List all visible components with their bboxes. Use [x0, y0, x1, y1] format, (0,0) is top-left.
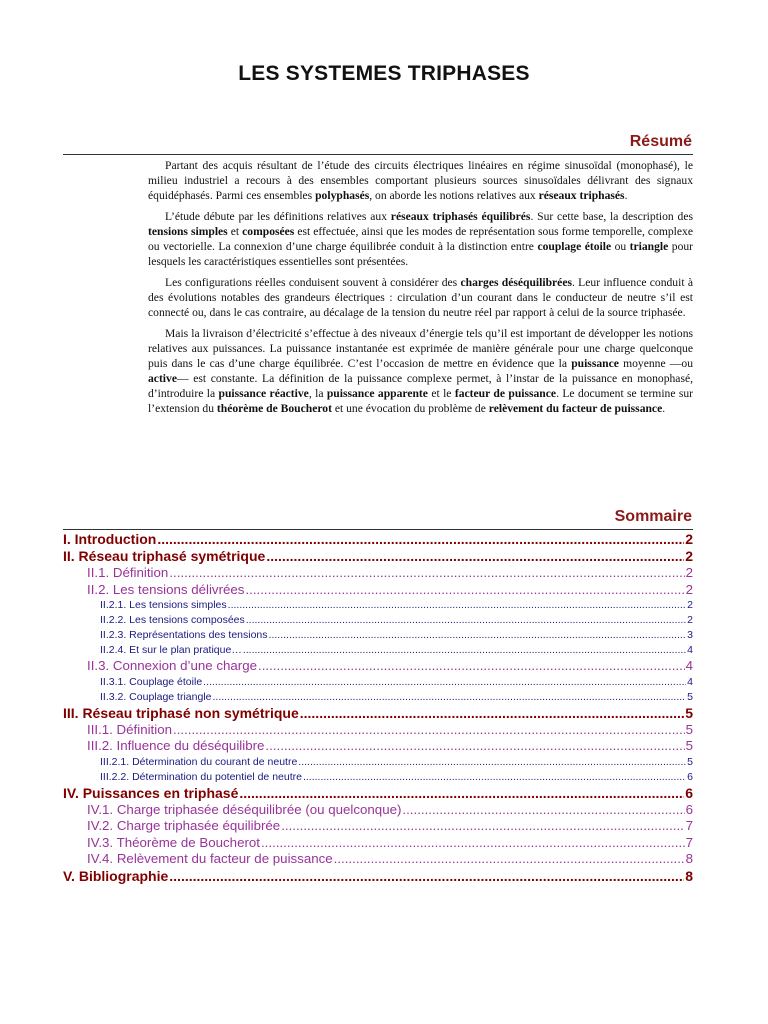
toc-entry[interactable]	[63, 835, 693, 852]
toc-entry[interactable]	[63, 548, 693, 565]
toc-entry[interactable]	[63, 531, 693, 548]
toc-entry[interactable]	[63, 722, 693, 739]
dot-leader	[334, 851, 685, 868]
toc-entry-label: III. Réseau triphasé non symétrique	[63, 704, 299, 721]
toc-page-number: 6	[685, 801, 693, 817]
toc-entry-label: II.2.1. Les tensions simples	[100, 599, 227, 611]
text-run: L’étude débute par les définitions relatives aux	[165, 210, 391, 223]
toc-page-number: 8	[685, 867, 693, 884]
toc-entry[interactable]	[63, 598, 693, 613]
text-run: est effectuée, ainsi que les modes de représentation sous forme temporelle, complexe ou vectorielle. La connexion d’une charge équilibrée conduit à la distinction entre	[148, 225, 693, 253]
text-run: moyenne —ou	[618, 357, 693, 370]
toc-page-number: 5	[685, 704, 693, 721]
dot-leader	[243, 643, 686, 658]
dot-leader	[303, 770, 686, 785]
toc-entry[interactable]	[63, 868, 693, 885]
toc-entry[interactable]	[63, 690, 693, 705]
toc-page-number: 5	[687, 690, 693, 703]
dot-leader	[300, 705, 684, 722]
bold-term: réseaux triphasés	[538, 189, 625, 202]
bold-term: couplage étoile	[537, 240, 612, 253]
toc-entry-label: V. Bibliographie	[63, 867, 169, 884]
dot-leader	[258, 658, 685, 675]
toc-entry[interactable]	[63, 738, 693, 755]
toc-page-number: 2	[685, 531, 693, 547]
bold-term: relèvement du facteur de puissance	[488, 402, 663, 415]
dot-leader	[269, 628, 687, 643]
bold-term: active	[148, 372, 177, 385]
toc-page-number: 2	[685, 548, 693, 564]
toc-page-number: 2	[687, 599, 693, 611]
dot-leader	[239, 785, 684, 802]
toc-entry[interactable]	[63, 582, 693, 599]
bold-term: théorème de Boucherot	[216, 402, 332, 415]
toc-entry-label: IV.1. Charge triphasée déséquilibrée (ou quelconque)	[87, 801, 402, 817]
text-run: , on aborde les notions relatives aux	[369, 189, 539, 202]
table-of-contents	[63, 531, 693, 885]
text-run: et	[227, 225, 243, 238]
bold-term: triangle	[629, 240, 669, 253]
bold-term: puissance apparente	[326, 387, 428, 400]
text-run: . Leur influence conduit à des évolutions notables des grandeurs électriques : circulation d’un courant dans le conducteur de neutre s’il est connecté ou, dans le cas contraire, au décalage de la tension du neutre réel par rapport à celui de la source triphasée.	[148, 276, 693, 319]
toc-entry-label: IV.3. Théorème de Boucherot	[87, 834, 260, 850]
resume-paragraph	[148, 158, 693, 203]
toc-entry-label: II.3.1. Couplage étoile	[100, 675, 203, 688]
toc-entry-label: II.3. Connexion d’une charge	[87, 658, 258, 673]
text-run: et le	[427, 387, 455, 400]
text-run: pour lesquels les caractéristiques essentielles sont présentées.	[148, 240, 694, 268]
toc-entry[interactable]	[63, 628, 693, 643]
toc-entry-label: IV.4. Relèvement du facteur de puissance	[87, 851, 333, 866]
resume-paragraph	[148, 209, 693, 269]
toc-page-number: 6	[687, 770, 693, 783]
toc-page-number: 7	[685, 818, 693, 833]
bold-term: réseaux triphasés équilibrés	[390, 210, 531, 223]
toc-entry-label: II.2.4. Et sur le plan pratique…	[100, 644, 242, 656]
toc-entry-label: IV. Puissances en triphasé	[63, 784, 239, 801]
toc-entry-label: III.2.1. Détermination du courant de neutre	[100, 755, 298, 768]
dot-leader	[261, 835, 685, 852]
toc-entry[interactable]	[63, 770, 693, 785]
toc-entry-label: II. Réseau triphasé symétrique	[63, 548, 266, 564]
text-run: Les configurations réelles conduisent souvent à considérer des	[165, 276, 461, 289]
dot-leader	[266, 548, 684, 565]
resume-heading: Résumé	[629, 133, 692, 150]
toc-page-number: 7	[685, 834, 693, 850]
toc-page-number: 5	[687, 755, 693, 768]
dot-leader	[298, 755, 686, 770]
toc-page-number: 6	[685, 784, 693, 801]
resume-abstract	[148, 158, 693, 422]
toc-entry[interactable]	[63, 675, 693, 690]
bold-term: tensions simples	[148, 225, 228, 238]
resume-paragraph	[148, 326, 693, 416]
toc-page-number: 2	[685, 581, 693, 597]
toc-page-number: 5	[685, 721, 693, 737]
toc-entry-label: III.2.2. Détermination du potentiel de neutre	[100, 770, 302, 783]
toc-entry[interactable]	[63, 565, 693, 582]
toc-entry-label: II.1. Définition	[87, 565, 169, 580]
text-run: Mais la livraison d’électricité s’effectue à des niveaux d’énergie tels qu’il est important de développer les notions relatives aux puissances. La puissance instantanée est exprimée de manière générale pour une charge quelconque puis dans le cas d’une charge équilibrée. C’est l’occasion de mettre en évidence que la	[148, 327, 693, 370]
toc-entry-label: I. Introduction	[63, 531, 157, 547]
toc-entry-label: II.2. Les tensions délivrées	[87, 581, 245, 597]
toc-entry-label: IV.2. Charge triphasée équilibrée	[87, 818, 281, 833]
toc-entry[interactable]	[63, 613, 693, 628]
toc-page-number: 5	[685, 738, 693, 753]
toc-entry[interactable]	[63, 705, 693, 722]
dot-leader	[169, 868, 684, 885]
toc-entry-label: III.1. Définition	[87, 721, 172, 737]
dot-leader	[281, 818, 684, 835]
dot-leader	[213, 690, 687, 705]
dot-leader	[402, 802, 684, 819]
resume-paragraph	[148, 275, 693, 320]
bold-term: puissance	[571, 357, 619, 370]
text-run: , la	[308, 387, 327, 400]
toc-page-number: 4	[687, 644, 693, 656]
toc-entry-label: II.3.2. Couplage triangle	[100, 690, 212, 703]
toc-page-number: 2	[687, 614, 693, 626]
toc-page-number: 2	[685, 565, 693, 580]
text-run: . Le document se termine sur l’extension du	[148, 387, 694, 415]
sommaire-heading: Sommaire	[614, 508, 692, 525]
resume-divider	[63, 154, 693, 155]
dot-leader	[245, 582, 684, 599]
sommaire-divider	[63, 529, 693, 530]
document-title: LES SYSTEMES TRIPHASES	[238, 62, 530, 85]
toc-entry[interactable]	[63, 755, 693, 770]
text-run: . Sur cette base, la description des	[530, 210, 693, 223]
toc-entry-label: II.2.3. Représentations des tensions	[100, 629, 268, 641]
toc-entry-label: III.2. Influence du déséquilibre	[87, 738, 265, 753]
text-run: .	[624, 189, 628, 202]
text-run: et une évocation du problème de	[331, 402, 489, 415]
toc-entry[interactable]	[63, 785, 693, 802]
toc-page-number: 3	[687, 629, 693, 641]
toc-entry[interactable]	[63, 818, 693, 835]
dot-leader	[157, 531, 684, 548]
toc-entry[interactable]	[63, 658, 693, 675]
text-run: .	[662, 402, 666, 415]
bold-term: puissance réactive	[218, 387, 309, 400]
dot-leader	[246, 613, 686, 628]
bold-term: charges déséquilibrées	[460, 276, 572, 289]
dot-leader	[203, 675, 686, 690]
toc-entry[interactable]	[63, 802, 693, 819]
toc-page-number: 4	[687, 675, 693, 688]
bold-term: facteur de puissance	[454, 387, 557, 400]
dot-leader	[169, 565, 684, 582]
toc-page-number: 8	[685, 851, 693, 866]
dot-leader	[265, 738, 684, 755]
toc-entry-label: II.2.2. Les tensions composées	[100, 614, 245, 626]
bold-term: composées	[242, 225, 295, 238]
bold-term: polyphasés	[315, 189, 370, 202]
text-run: Partant des acquis résultant de l’étude des circuits électriques linéaires en régime sinusoïdal (monophasé), le milieu industriel a recours à des ensembles comportant plusieurs sources sinusoïdales délivrant des signaux équidéphasés. Parmi ces ensembles	[148, 159, 693, 202]
toc-page-number: 4	[685, 658, 693, 673]
toc-entry[interactable]	[63, 643, 693, 658]
text-run: ou	[611, 240, 630, 253]
toc-entry[interactable]	[63, 851, 693, 868]
dot-leader	[228, 598, 687, 613]
dot-leader	[173, 722, 685, 739]
text-run: — est constante. La définition de la puissance complexe permet, à l’instar de la puissance en monophasé, d’introduire la	[148, 372, 693, 400]
